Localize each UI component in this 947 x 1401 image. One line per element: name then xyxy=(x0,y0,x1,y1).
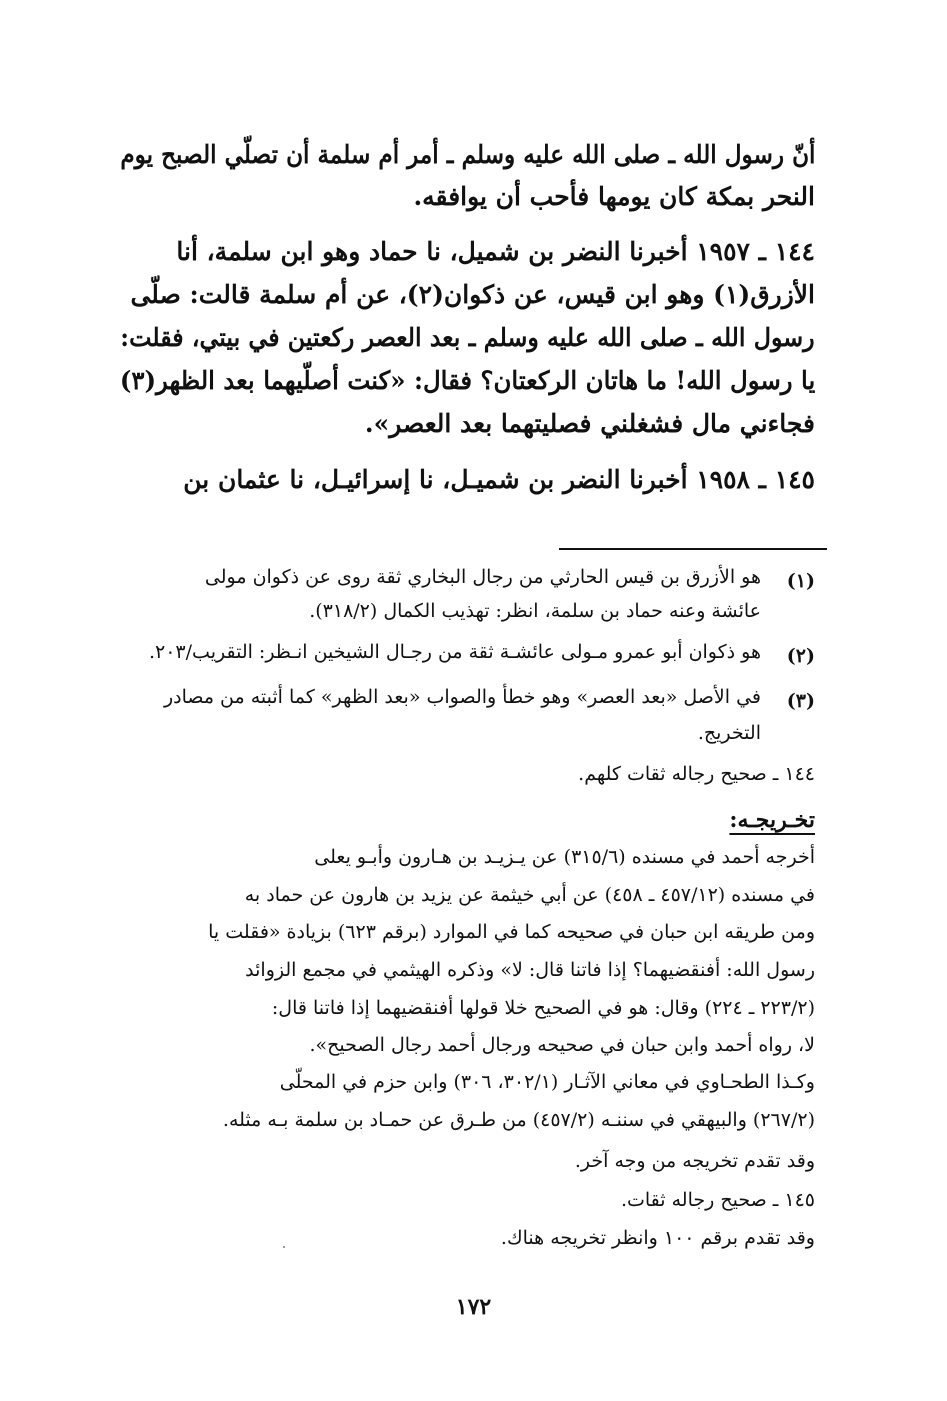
main-text-line-5: رسول الله ـ صلى الله عليه وسلم ـ بعد العصر ركعتين في بيتي، فقلت: xyxy=(120,323,815,352)
note-145: ١٤٥ ـ صحيح رجاله ثقات. xyxy=(620,1189,815,1211)
takhrij-line-9: وقد تقدم تخريجه من وجه آخر. xyxy=(574,1150,815,1172)
footnote-1-line-1: هو الأزرق بن قيس الحارثي من رجال البخاري ثقة روى عن ذكوان مولى xyxy=(204,566,761,588)
footnote-3-line-1: في الأصل «بعد العصر» وهو خطأ والصواب «بعد الظهر» كما أثبته من مصادر xyxy=(163,686,761,708)
takhrij-line-6: لا، رواه أحمد وابن حبان في صحيحه ورجال أحمد رجال الصحيح». xyxy=(309,1034,815,1056)
main-text-line-2: النحر بمكة كان يومها فأحب أن يوافقه. xyxy=(413,182,815,211)
main-text-line-1: أنّ رسول الله ـ صلى الله عليه وسلم ـ أمر أم سلمة أن تصلّي الصبح يوم xyxy=(119,140,815,169)
hadith-1958-heading-line: ١٤٥ ـ ١٩٥٨ أخبرنا النضر بن شميـل، نا إسرائيـل، نا عثمان بن xyxy=(183,465,815,494)
footnote-1-line-2: عائشة وعنه حماد بن سلمة، انظر: تهذيب الكمال (٣١٨/٢). xyxy=(309,600,761,622)
note-145-line-2: وقد تقدم برقم ١٠٠ وانظر تخريجه هناك. xyxy=(500,1227,815,1249)
takhrij-line-1: أخرجه أحمد في مسنده (٣١٥/٦) عن يـزيـد بن هـارون وأبـو يعلى xyxy=(314,846,815,868)
paper-speck xyxy=(283,1246,285,1248)
main-text-line-7: فجاءني مال فشغلني فصليتهما بعد العصر». xyxy=(364,409,815,438)
footnote-3-number: (٣) xyxy=(786,690,815,712)
main-text-line-4: الأزرق(١) وهو ابن قيس، عن ذكوان(٢)، عن أم سلمة قالت: صلّى xyxy=(130,280,815,309)
main-text-line-6: يا رسول الله! ما هاتان الركعتان؟ فقال: «كنت أصلّيهما بعد الظهر(٣) xyxy=(119,366,815,395)
takhrij-line-5: (٢٢٣/٢ ـ ٢٢٤) وقال: هو في الصحيح خلا قولها أفنقضيهما إذا فاتنا قال: xyxy=(271,997,815,1019)
footnote-2-number: (٢) xyxy=(786,645,815,667)
takhrij-line-8: (٢٦٧/٢) والبيهقي في سننـه (٤٥٧/٢) من طـرق عن حمـاد بن سلمة بـه مثله. xyxy=(222,1109,815,1131)
hadith-1957-heading-line: ١٤٤ ـ ١٩٥٧ أخبرنا النضر بن شميل، نا حماد وهو ابن سلمة، أنا xyxy=(176,237,815,266)
footnote-2-line-1: هو ذكوان أبو عمرو مـولى عائشـة ثقة من رجـال الشيخين انـظر: التقريب/٢٠٣. xyxy=(148,641,761,663)
takhrij-line-4: رسول الله: أفنقضيهما؟ إذا فاتنا قال: لا» وذكره الهيثمي في مجمع الزوائد xyxy=(245,959,815,981)
takhrij-line-7: وكـذا الطحـاوي في معاني الآثـار (٣٠٢/١، ٣٠٦) وابن حزم في المحلّى xyxy=(279,1071,815,1093)
footnote-1-number: (١) xyxy=(786,570,815,592)
takhrij-line-3: ومن طريقه ابن حبان في صحيحه كما في الموارد (برقم ٦٢٣) بزيادة «فقلت يا xyxy=(208,921,815,943)
footnote-separator xyxy=(559,548,827,550)
takhrij-line-2: في مسنده (٤٥٧/١٢ ـ ٤٥٨) عن أبي خيثمة عن يزيد بن هارون عن حماد به xyxy=(244,884,815,906)
note-144: ١٤٤ ـ صحيح رجاله ثقات كلهم. xyxy=(578,763,815,785)
takhrij-heading: تخـريجـه: xyxy=(729,807,815,833)
footnote-3-line-2: التخريج. xyxy=(697,722,761,744)
page-number: ١٧٢ xyxy=(455,1294,492,1320)
